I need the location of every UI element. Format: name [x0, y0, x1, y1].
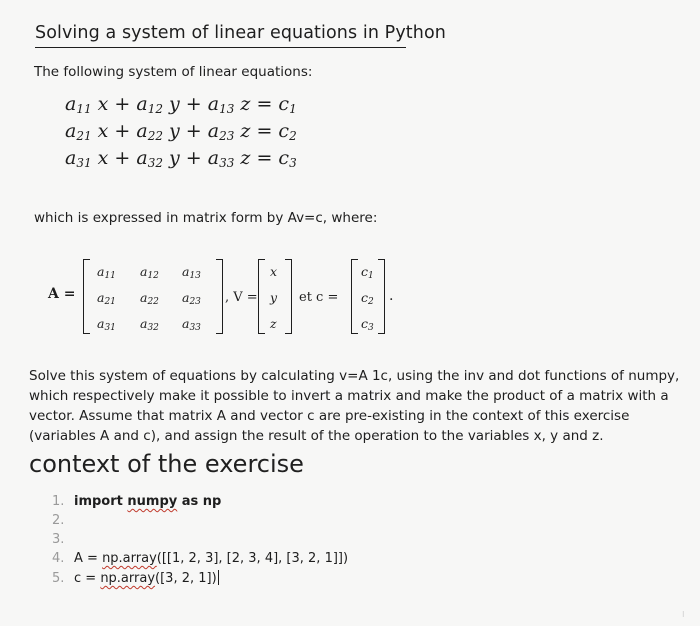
- code-line[interactable]: [52, 532, 74, 547]
- code-line[interactable]: [52, 570, 219, 586]
- equation-line: $a_{21}$ $x + a_{22}$ $y + a_{23}$ $z = c_2$: [65, 120, 297, 143]
- matrix-a-right-bracket: [216, 259, 223, 334]
- equation-line: $a_{11}$ $x + a_{12}$ $y + a_{13}$ $z = c_1$: [65, 93, 297, 116]
- matrix-a-cell: $a_{22}$: [140, 290, 159, 307]
- code-line[interactable]: [52, 494, 221, 509]
- vector-v-label: , V =: [225, 290, 258, 305]
- matrix-a-cell: $a_{13}$: [182, 264, 201, 281]
- matrix-a-label: A =: [48, 286, 76, 302]
- vector-c-label: et c =: [299, 290, 339, 305]
- intro-text: The following system of linear equations:: [34, 64, 313, 80]
- vector-v-left-bracket: [258, 259, 265, 334]
- line-number: 1.: [52, 494, 65, 509]
- matrix-a-cell: $a_{31}$: [97, 316, 116, 333]
- code-line[interactable]: [52, 551, 348, 566]
- line-number: 2.: [52, 513, 65, 528]
- matrix-a-cell: $a_{23}$: [182, 290, 201, 307]
- vector-c-left-bracket: [351, 259, 358, 334]
- matrix-period: .: [389, 288, 394, 304]
- code-editor[interactable]: [52, 494, 652, 604]
- matrix-a-cell: $a_{33}$: [182, 316, 201, 333]
- line-number: 5.: [52, 571, 65, 586]
- code-text: import numpy as np: [74, 494, 222, 509]
- vector-v-right-bracket: [285, 259, 292, 334]
- equation-line: $a_{31}$ $x + a_{32}$ $y + a_{33}$ $z = c_3$: [65, 147, 297, 170]
- line-number: 3.: [52, 532, 65, 547]
- instructions-text: Solve this system of equations by calculating v=A 1c, using the inv and dot functions of numpy, which respectively make it possible to invert a matrix and make the product of a matrix with a vector. Assume that matrix A and vector c are pre-existing in the context of this exercise (variables A and c), and assign the result of the operation to the variables x, y and z.: [29, 368, 680, 444]
- resize-handle-icon[interactable]: ⁝: [682, 610, 685, 619]
- line-number: 4.: [52, 551, 65, 566]
- text-cursor: [218, 570, 219, 585]
- vector-v-cell: z: [270, 316, 277, 331]
- matrix-a-cell: $a_{21}$: [97, 290, 116, 307]
- matrix-intro-text: which is expressed in matrix form by Av=c, where:: [34, 210, 378, 226]
- vector-c-cell: $c_3$: [361, 316, 374, 333]
- matrix-a-cell: $a_{32}$: [140, 316, 159, 333]
- matrix-a-left-bracket: [83, 259, 90, 334]
- context-heading: context of the exercise: [29, 450, 304, 478]
- matrix-a-cell: $a_{12}$: [140, 264, 159, 281]
- code-text: c = np.array([3, 2, 1]): [74, 571, 217, 586]
- vector-c-cell: $c_1$: [361, 264, 374, 281]
- vector-v-cell: x: [270, 264, 278, 279]
- code-text: A = np.array([[1, 2, 3], [2, 3, 4], [3, 2, 1]]): [74, 551, 349, 566]
- vector-c-right-bracket: [378, 259, 385, 334]
- matrix-a-cell: $a_{11}$: [97, 264, 116, 281]
- vector-c-cell: $c_2$: [361, 290, 374, 307]
- vector-v-cell: y: [270, 290, 278, 305]
- code-line[interactable]: [52, 513, 74, 528]
- page-title: Solving a system of linear equations in Python: [35, 23, 446, 43]
